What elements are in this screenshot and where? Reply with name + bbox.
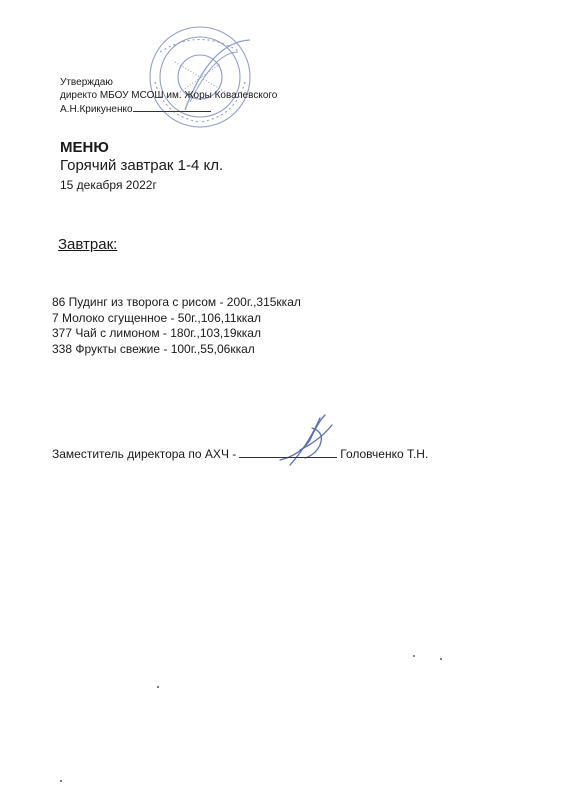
scan-speck (440, 658, 442, 660)
title-block (60, 139, 223, 193)
menu-items-list (52, 295, 301, 357)
scan-speck (60, 780, 62, 782)
page-title: МЕНЮ (60, 139, 109, 156)
signer-position: Заместитель директора по АХЧ - (52, 447, 237, 461)
approver-position: директо МБОУ МСОШ им. Жоры Ковалевского (60, 90, 278, 101)
signature-line (239, 447, 337, 458)
menu-item: 377 Чай с лимоном - 180г.,103,19ккал (52, 326, 261, 340)
menu-item: 86 Пудинг из творога с рисом - 200г.,315ккал (52, 295, 301, 309)
menu-date: 15 декабря 2022г (60, 178, 157, 192)
signer-name: Головченко Т.Н. (340, 447, 429, 461)
signature-icon (270, 410, 350, 470)
section-heading: Завтрак: (58, 236, 118, 253)
scan-speck (413, 655, 415, 657)
meal-type: Горячий завтрак 1-4 кл. (60, 157, 224, 174)
menu-item: 7 Молоко сгущенное - 50г.,106,11ккал (52, 310, 261, 325)
approver-name: А.Н.Крикуненко (60, 104, 133, 115)
approval-signature-line (133, 102, 211, 112)
approver-name-row (60, 102, 277, 116)
approval-block (60, 76, 277, 116)
scan-speck (157, 686, 159, 688)
footer-signature-row (52, 447, 428, 461)
approval-label: Утверждаю (60, 77, 113, 88)
menu-item: 338 Фрукты свежие - 100г.,55,06ккал (52, 341, 255, 356)
